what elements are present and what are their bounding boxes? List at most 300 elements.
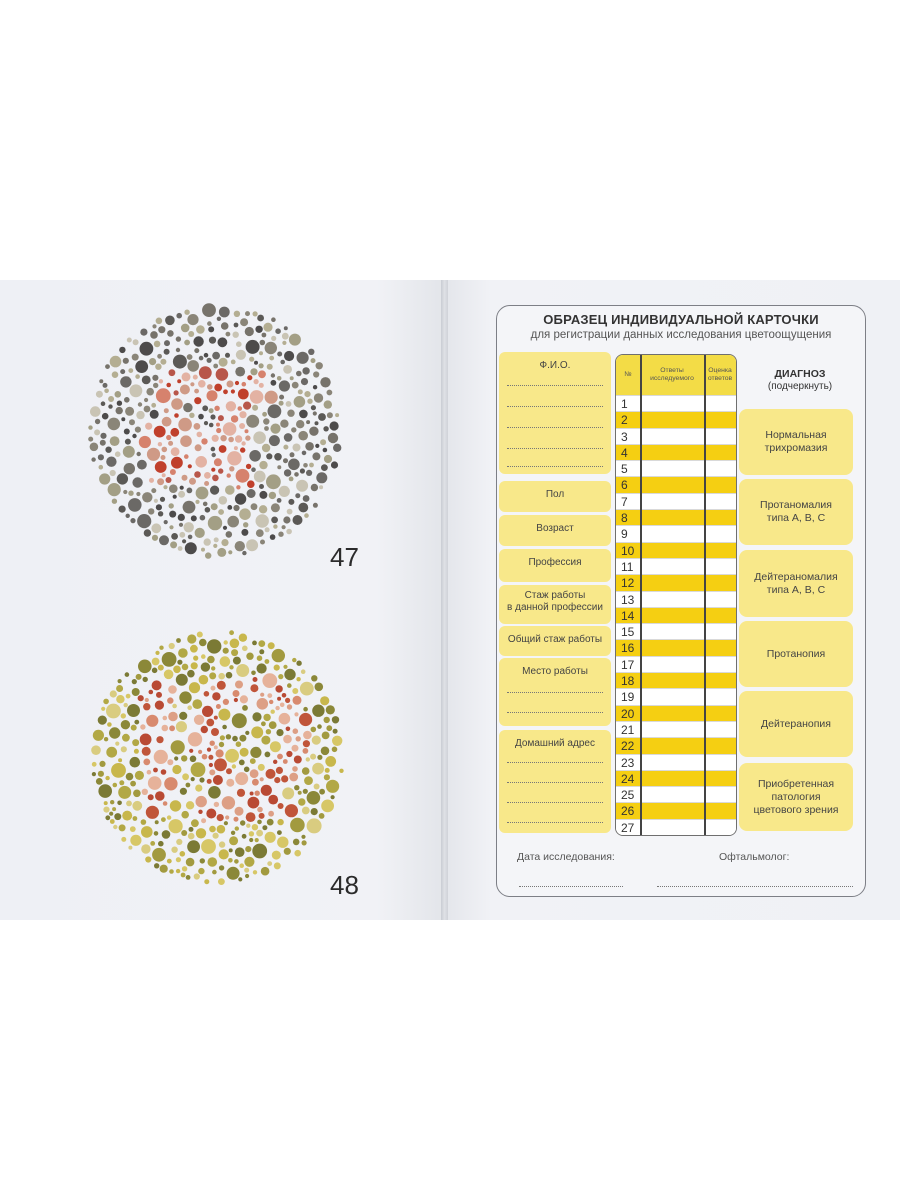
diagnosis-option[interactable] <box>739 763 853 831</box>
diagnosis-option[interactable] <box>739 621 853 687</box>
plate-dot <box>171 740 185 754</box>
plate-dot <box>260 540 265 545</box>
plate-dot <box>235 681 243 689</box>
plate-dot <box>176 721 187 732</box>
diagnosis-option[interactable] <box>739 691 853 757</box>
answer-row[interactable] <box>616 395 736 412</box>
plate-dot <box>251 726 263 738</box>
plate-dot <box>111 763 126 778</box>
plate-dot <box>120 376 131 387</box>
plate-dot <box>99 761 105 767</box>
plate-dot <box>257 655 263 661</box>
plate-dot <box>187 488 193 494</box>
plate-dot <box>246 653 253 660</box>
plate-dot <box>326 780 339 793</box>
plate-dot <box>211 468 215 472</box>
plate-dot <box>283 365 292 374</box>
plate-dot <box>307 399 312 404</box>
plate-dot <box>301 835 305 839</box>
plate-dot <box>321 800 334 813</box>
plate-dot <box>147 770 152 775</box>
plate-dot <box>199 356 204 361</box>
plate-dot <box>188 331 194 337</box>
plate-dot <box>155 701 164 710</box>
answer-row[interactable] <box>616 574 736 591</box>
plate-dot <box>198 868 204 874</box>
plate-dot <box>196 325 205 334</box>
plate-dot <box>293 839 300 846</box>
plate-dot <box>187 354 193 360</box>
plate-dot <box>204 879 209 884</box>
plate-dot <box>270 534 276 540</box>
plate-dot <box>112 371 119 378</box>
plate-dot <box>171 398 183 410</box>
plate-dot <box>262 825 267 830</box>
plate-dot <box>220 435 226 441</box>
plate-dot <box>146 388 154 396</box>
plate-dot <box>201 548 205 552</box>
plate-dot <box>216 423 220 427</box>
plate-dot <box>252 779 259 786</box>
plate-dot <box>189 749 193 753</box>
plate-dot <box>259 461 267 469</box>
plate-dot <box>244 868 249 873</box>
answer-row[interactable] <box>616 444 736 461</box>
plate-dot <box>278 674 283 679</box>
plate-dot <box>166 477 172 483</box>
plate-dot <box>182 475 188 481</box>
plate-dot <box>218 673 225 680</box>
plate-dot <box>219 307 230 318</box>
plate-dot <box>187 634 196 643</box>
plate-dot <box>204 538 211 545</box>
plate-dot <box>260 693 264 697</box>
plate-dot <box>214 802 219 807</box>
plate-dot <box>130 757 141 768</box>
answer-row[interactable] <box>616 476 736 493</box>
plate-dot <box>116 695 124 703</box>
plate-dot <box>201 654 206 659</box>
plate-dot <box>266 769 276 779</box>
plate-dot <box>269 356 274 361</box>
plate-dot <box>189 413 194 418</box>
plate-dot <box>199 639 207 647</box>
plate-dot <box>184 340 190 346</box>
plate-dot <box>283 735 292 744</box>
plate-dot <box>88 425 92 429</box>
plate-dot <box>138 660 152 674</box>
plate-dot <box>251 503 258 510</box>
plate-dot <box>177 660 182 665</box>
plate-dot <box>251 467 256 472</box>
date-input-line[interactable] <box>519 886 623 887</box>
plate-dot <box>298 503 308 513</box>
plate-dot <box>242 551 246 555</box>
plate-dot <box>125 439 131 445</box>
plate-dot <box>208 786 221 799</box>
plate-dot <box>246 464 251 469</box>
plate-dot <box>264 426 269 431</box>
plate-dot <box>247 375 252 380</box>
answer-row[interactable] <box>616 705 736 722</box>
plate-dot <box>154 831 159 836</box>
plate-dot <box>189 827 194 832</box>
answer-row[interactable] <box>616 770 736 787</box>
plate-dot <box>169 725 175 731</box>
plate-dot <box>263 323 272 332</box>
row-number: 19 <box>621 690 635 705</box>
plate-dot <box>224 821 228 825</box>
plate-dot <box>226 734 231 739</box>
plate-dot <box>106 457 116 467</box>
plate-dot <box>308 349 314 355</box>
plate-dot <box>173 495 177 499</box>
plate-dot <box>220 735 225 740</box>
plate-dot <box>110 800 114 804</box>
plate-dot <box>311 675 317 681</box>
plate-dot <box>223 422 237 436</box>
plate-dot <box>267 819 274 826</box>
plate-dot <box>112 499 117 504</box>
col-number-header: № <box>616 355 640 395</box>
field-age[interactable] <box>499 515 611 546</box>
field-sex[interactable] <box>499 481 611 512</box>
plate-dot <box>143 703 150 710</box>
plate-dot <box>247 489 256 498</box>
plate-dot <box>109 727 120 738</box>
plate-dot <box>246 539 258 551</box>
plate-dot <box>165 316 175 326</box>
plate-dot <box>119 824 126 831</box>
plate-dot <box>213 544 217 548</box>
plate-dot <box>158 326 165 333</box>
plate-dot <box>287 509 293 515</box>
diagnosis-option-line: Дейтеранопия <box>761 717 831 730</box>
plate-dot <box>311 484 318 491</box>
plate-dot <box>232 713 247 728</box>
diagnosis-subtitle: (подчеркнуть) <box>767 381 833 392</box>
doctor-input-line[interactable] <box>657 886 853 887</box>
plate-dot <box>156 388 171 403</box>
answer-row[interactable] <box>616 639 736 656</box>
plate-dot <box>238 877 242 881</box>
plate-dot <box>221 539 228 546</box>
plate-dot <box>182 773 189 780</box>
plate-dot <box>160 359 166 365</box>
plate-dot <box>180 435 192 447</box>
plate-dot <box>210 486 219 495</box>
plate-dot <box>121 746 127 752</box>
plate-dot <box>130 518 135 523</box>
diagnosis-option[interactable] <box>739 409 853 475</box>
plate-dot <box>254 471 266 483</box>
plate-dot <box>103 807 109 813</box>
plate-dot <box>296 371 302 377</box>
plate-dot <box>307 818 322 833</box>
plate-dot <box>188 732 202 746</box>
plate-dot <box>145 856 151 862</box>
plate-dot <box>152 375 158 381</box>
field-experience[interactable] <box>499 585 611 624</box>
plate-dot <box>240 447 245 452</box>
plate-dot <box>269 492 276 499</box>
plate-dot <box>217 317 221 321</box>
plate-dot <box>123 446 135 458</box>
answer-row[interactable] <box>616 558 736 575</box>
plate-dot <box>179 532 185 538</box>
plate-dot <box>224 640 228 644</box>
plate-dot <box>207 321 212 326</box>
plate-dot <box>235 847 245 857</box>
field-profession-label: Профессия <box>528 557 582 568</box>
plate-dot <box>321 747 330 756</box>
plate-dot <box>233 690 240 697</box>
plate-dot <box>280 420 288 428</box>
plate-dot <box>160 865 168 873</box>
plate-dot <box>234 859 239 864</box>
plate-dot <box>289 477 294 482</box>
plate-dot <box>304 513 309 518</box>
plate-dot <box>202 303 216 317</box>
plate-dot <box>245 731 249 735</box>
plate-dot <box>243 402 251 410</box>
plate-dot <box>320 696 329 705</box>
plate-dot <box>196 828 206 838</box>
plate-dot <box>121 720 130 729</box>
plate-dot <box>285 698 290 703</box>
plate-dot <box>287 704 292 709</box>
plate-dot <box>233 657 241 665</box>
plate-dot <box>268 404 282 418</box>
diagnosis-option-label <box>761 718 831 731</box>
answer-row[interactable] <box>616 672 736 689</box>
plate-dot <box>305 442 314 451</box>
diagnosis-option[interactable] <box>739 479 853 545</box>
diagnosis-option-line: Дейтераномалия <box>754 570 838 583</box>
plate-dot <box>262 444 270 452</box>
plate-dot <box>132 801 142 811</box>
plate-dot <box>207 358 212 363</box>
plate-dot <box>227 473 231 477</box>
plate-dot <box>128 498 142 512</box>
card-title: ОБРАЗЕЦ ИНДИВИДУАЛЬНОЙ КАРТОЧКИ <box>543 312 819 327</box>
row-number: 27 <box>621 820 635 835</box>
plate-dot <box>160 497 165 502</box>
answer-row[interactable] <box>616 802 736 819</box>
plate-dot <box>212 475 219 482</box>
plate-dot <box>225 815 229 819</box>
plate-dot <box>216 428 221 433</box>
plate-dot <box>194 471 201 478</box>
plate-dot <box>303 789 308 794</box>
plate-dot <box>266 474 281 489</box>
row-number: 2 <box>621 413 628 428</box>
plate-dot <box>273 524 277 528</box>
plate-dot <box>236 341 242 347</box>
plate-dot <box>227 381 234 388</box>
row-number: 1 <box>621 397 628 411</box>
plate-dot <box>211 666 215 670</box>
plate-dot <box>219 742 224 747</box>
answer-row[interactable] <box>616 754 736 771</box>
plate-dot <box>98 771 104 777</box>
plate-dot <box>135 360 148 373</box>
plate-dot <box>279 395 284 400</box>
field-workplace[interactable] <box>499 658 611 726</box>
field-address-label: Домашний адрес <box>515 738 595 749</box>
plate-dot <box>205 507 211 513</box>
plate-dot <box>301 378 308 385</box>
plate-dot <box>180 385 190 395</box>
plate-dot <box>197 432 203 438</box>
plate-dot <box>155 461 167 473</box>
answer-row[interactable] <box>616 460 736 477</box>
plate-dot <box>292 688 298 694</box>
answer-row[interactable] <box>616 428 736 445</box>
field-total-experience[interactable] <box>499 626 611 656</box>
plate-dot <box>101 401 106 406</box>
plate-dot <box>293 696 302 705</box>
plate-dot <box>163 485 167 489</box>
plate-dot <box>279 401 284 406</box>
plate-dot <box>176 638 181 643</box>
plate-dot <box>119 506 126 513</box>
plate-dot <box>181 873 186 878</box>
plate-dot <box>132 679 137 684</box>
plate-dot <box>121 713 126 718</box>
plate-dot <box>191 662 198 669</box>
plate-dot <box>121 417 125 421</box>
answer-row[interactable] <box>616 656 736 673</box>
answer-row[interactable] <box>616 591 736 608</box>
field-address[interactable] <box>499 730 611 833</box>
plate-dot <box>158 511 163 516</box>
plate-dot <box>294 785 299 790</box>
plate-dot <box>208 755 213 760</box>
answer-row[interactable] <box>616 786 736 803</box>
plate-dot <box>229 836 238 845</box>
plate-dot <box>194 397 201 404</box>
plate-dot <box>210 414 215 419</box>
plate-dot <box>328 433 338 443</box>
plate-dot <box>261 721 266 726</box>
plate-dot <box>304 776 313 785</box>
plate-dot <box>110 819 115 824</box>
answer-row[interactable] <box>616 607 736 624</box>
plate-dot <box>261 867 270 876</box>
answer-row[interactable] <box>616 542 736 559</box>
plate-dot <box>289 773 298 782</box>
plate-dot <box>156 692 162 698</box>
plate-dot <box>164 520 168 524</box>
plate-dot <box>166 383 171 388</box>
plate-dot <box>315 444 319 448</box>
plate-dot <box>170 469 176 475</box>
answer-row[interactable] <box>616 411 736 428</box>
plate-dot <box>169 369 176 376</box>
plate-dot <box>133 790 141 798</box>
plate-dot <box>234 698 238 702</box>
plate-dot <box>300 682 314 696</box>
plate-dot <box>240 695 248 703</box>
plate-dot <box>228 437 234 443</box>
plate-dot <box>292 745 299 752</box>
answer-row[interactable] <box>616 493 736 510</box>
answer-row[interactable] <box>616 525 736 542</box>
plate-dot <box>250 684 258 692</box>
plate-dot <box>313 371 319 377</box>
plate-dot <box>244 767 250 773</box>
plate-dot <box>108 396 114 402</box>
plate-dot <box>115 391 122 398</box>
plate-dot <box>233 505 239 511</box>
field-profession[interactable] <box>499 549 611 582</box>
plate-dot <box>265 342 277 354</box>
answer-row[interactable] <box>616 737 736 754</box>
plate-dot <box>199 366 212 379</box>
plate-dot <box>332 736 342 746</box>
plate-dot <box>284 669 295 680</box>
plate-dot <box>187 670 195 678</box>
plate-dot <box>256 830 263 837</box>
plate-dot <box>179 691 191 703</box>
plate-dot <box>239 760 245 766</box>
answer-row[interactable] <box>616 688 736 705</box>
plate-dot <box>301 669 306 674</box>
plate-dot <box>157 478 164 485</box>
field-fio[interactable] <box>499 352 611 474</box>
plate-dot <box>162 725 169 732</box>
card-subtitle: для регистрации данных исследования цветоощущения <box>530 329 832 341</box>
plate-dot <box>91 457 95 461</box>
plate-dot <box>93 730 104 741</box>
plate-dot <box>190 645 198 653</box>
plate-dot <box>133 816 138 821</box>
plate-dot <box>287 683 292 688</box>
plate-dot <box>138 402 142 406</box>
answer-row[interactable] <box>616 623 736 640</box>
plate-dot <box>186 783 191 788</box>
plate-dot <box>159 535 169 545</box>
plate-dot <box>151 403 156 408</box>
plate-dot <box>161 817 166 822</box>
plate-dot <box>261 736 270 745</box>
diagnosis-option[interactable] <box>739 550 853 617</box>
answer-row[interactable] <box>616 819 736 836</box>
plate-dot <box>204 691 210 697</box>
answer-row[interactable] <box>616 721 736 738</box>
plate-dot <box>182 664 189 671</box>
plate-dot <box>276 767 283 774</box>
plate-dot <box>256 529 264 537</box>
plate-dot <box>294 472 299 477</box>
plate-dot <box>230 639 240 649</box>
plate-dot <box>255 326 262 333</box>
plate-dot <box>152 680 162 690</box>
plate-dot <box>169 484 178 493</box>
answer-row[interactable] <box>616 509 736 526</box>
plate-dot <box>321 464 328 471</box>
row-number: 12 <box>621 576 635 591</box>
plate-dot <box>167 759 173 765</box>
plate-dot <box>277 697 281 701</box>
plate-dot <box>231 360 236 365</box>
plate-dot <box>302 367 309 374</box>
plate-dot <box>317 755 322 760</box>
plate-dot <box>158 442 162 446</box>
plate-dot <box>161 769 167 775</box>
plate-dot <box>142 492 152 502</box>
